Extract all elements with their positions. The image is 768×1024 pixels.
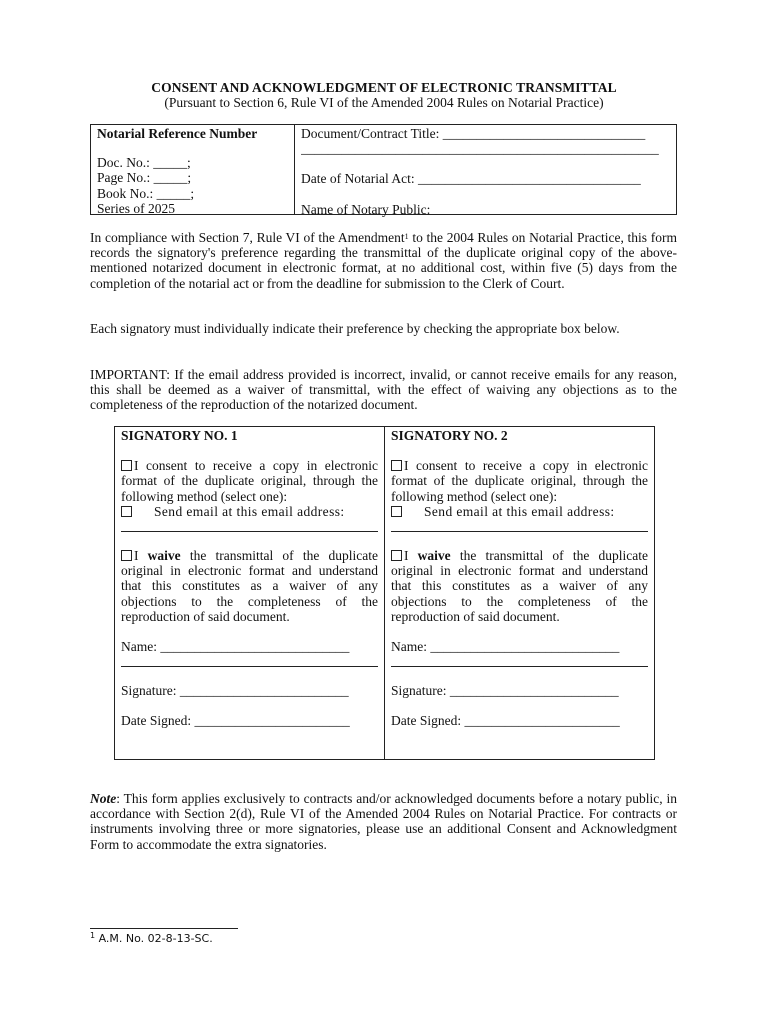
footnote-marker: 1 <box>404 232 409 241</box>
waive-checkbox[interactable] <box>391 550 402 561</box>
signatory-2-consent-option: I consent to receive a copy in electronic format of the duplicate original, through the following method (select one): <box>391 458 648 504</box>
signatory-1-email-field[interactable] <box>121 517 378 532</box>
consent-checkbox[interactable] <box>391 460 402 471</box>
reference-heading: Notarial Reference Number <box>97 126 258 141</box>
signatory-1-date-field[interactable]: Date Signed: _______________________ <box>121 713 350 729</box>
book-no-field[interactable]: Book No.: _____; <box>97 185 195 201</box>
reference-box <box>90 124 677 215</box>
document-title-field-cont[interactable]: _____________________________________________________ <box>301 141 659 157</box>
compliance-paragraph: In compliance with Section 7, Rule VI of the Amendment$^1$ to the 2004 Rules on Notarial Practice, this form records the signatory's preference regarding the transmittal of the duplicate original copy of the above-mentioned notarized document in electronic format, at no additional cost, within five (5) days from the completion of the notarial act or from the deadline for submission to the Clerk of Court. <box>90 230 677 291</box>
waive-checkbox[interactable] <box>121 550 132 561</box>
page-no-field[interactable]: Page No.: _____; <box>97 170 192 186</box>
document-title-field[interactable]: Document/Contract Title: ______________________________ <box>301 126 646 141</box>
important-paragraph: IMPORTANT: If the email address provided is incorrect, invalid, or cannot receive emails for any reason, this shall be deemed as a waiver of transmittal, with the effect of waiving any objections as to the completeness of the reproduction of the notarized document. <box>90 367 677 413</box>
document-title: CONSENT AND ACKNOWLEDGMENT OF ELECTRONIC TRANSMITTAL <box>151 80 617 95</box>
consent-checkbox[interactable] <box>121 460 132 471</box>
signatory-1-heading: SIGNATORY NO. 1 <box>121 428 238 443</box>
signatory-1-email-option: Send email at this email address: <box>121 504 378 519</box>
date-notarial-act-field[interactable]: Date of Notarial Act: _________________________________ <box>301 171 641 187</box>
signatory-1-signature-field[interactable]: Signature: _________________________ <box>121 683 349 699</box>
signatory-1-waive-option: I waive the transmittal of the duplicate original in electronic format and understand that this constitutes as a waiver of any objections to the completeness of the reproduction of said document. <box>121 548 378 624</box>
email-checkbox[interactable] <box>121 506 132 517</box>
signatory-1-name-field-cont[interactable] <box>121 652 378 667</box>
note-label: Note <box>90 791 117 806</box>
doc-no-field[interactable]: Doc. No.: _____; <box>97 155 191 171</box>
signatory-2-heading: SIGNATORY NO. 2 <box>391 428 508 443</box>
signatory-2-email-field[interactable] <box>391 517 648 532</box>
signatory-1-consent-option: I consent to receive a copy in electronic format of the duplicate original, through the following method (select one): <box>121 458 378 504</box>
signatory-2-email-option: Send email at this email address: <box>391 504 648 519</box>
reference-number-column <box>91 125 295 214</box>
signatory-2-name-field-cont[interactable] <box>391 652 648 667</box>
note-paragraph: Note: This form applies exclusively to contracts and/or acknowledged documents before a notary public, in accordance with Section 2(d), Rule VI of the Amended 2004 Rules on Notarial Practice. For contracts or instruments involving three or more signatories, please use an additional Consent and Acknowledgment Form to accommodate the extra signatories. <box>90 791 677 852</box>
signatory-2-date-field[interactable]: Date Signed: _______________________ <box>391 713 620 729</box>
document-details-column <box>295 125 676 216</box>
signatory-2-column <box>385 427 654 759</box>
signatory-table <box>114 426 655 760</box>
series-label: Series of 2025 <box>97 200 175 216</box>
signatory-1-column <box>115 427 385 759</box>
document-subtitle: (Pursuant to Section 6, Rule VI of the Amended 2004 Rules on Notarial Practice) <box>164 95 604 110</box>
signatory-1-name-field[interactable]: Name: ____________________________ <box>121 639 350 655</box>
signatory-2-waive-option: I waive the transmittal of the duplicate original in electronic format and understand that this constitutes as a waiver of any objections to the completeness of the reproduction of said document. <box>391 548 648 624</box>
email-checkbox[interactable] <box>391 506 402 517</box>
footnote-divider <box>90 928 238 929</box>
signatory-2-signature-field[interactable]: Signature: _________________________ <box>391 683 619 699</box>
instruction-paragraph: Each signatory must individually indicate their preference by checking the appropriate box below. <box>90 321 620 336</box>
signatory-2-name-field[interactable]: Name: ____________________________ <box>391 639 620 655</box>
notary-name-field[interactable]: Name of Notary Public: <box>301 201 431 217</box>
footnote: $^1$ A.M. No. 02-8-13-SC. <box>90 931 213 945</box>
